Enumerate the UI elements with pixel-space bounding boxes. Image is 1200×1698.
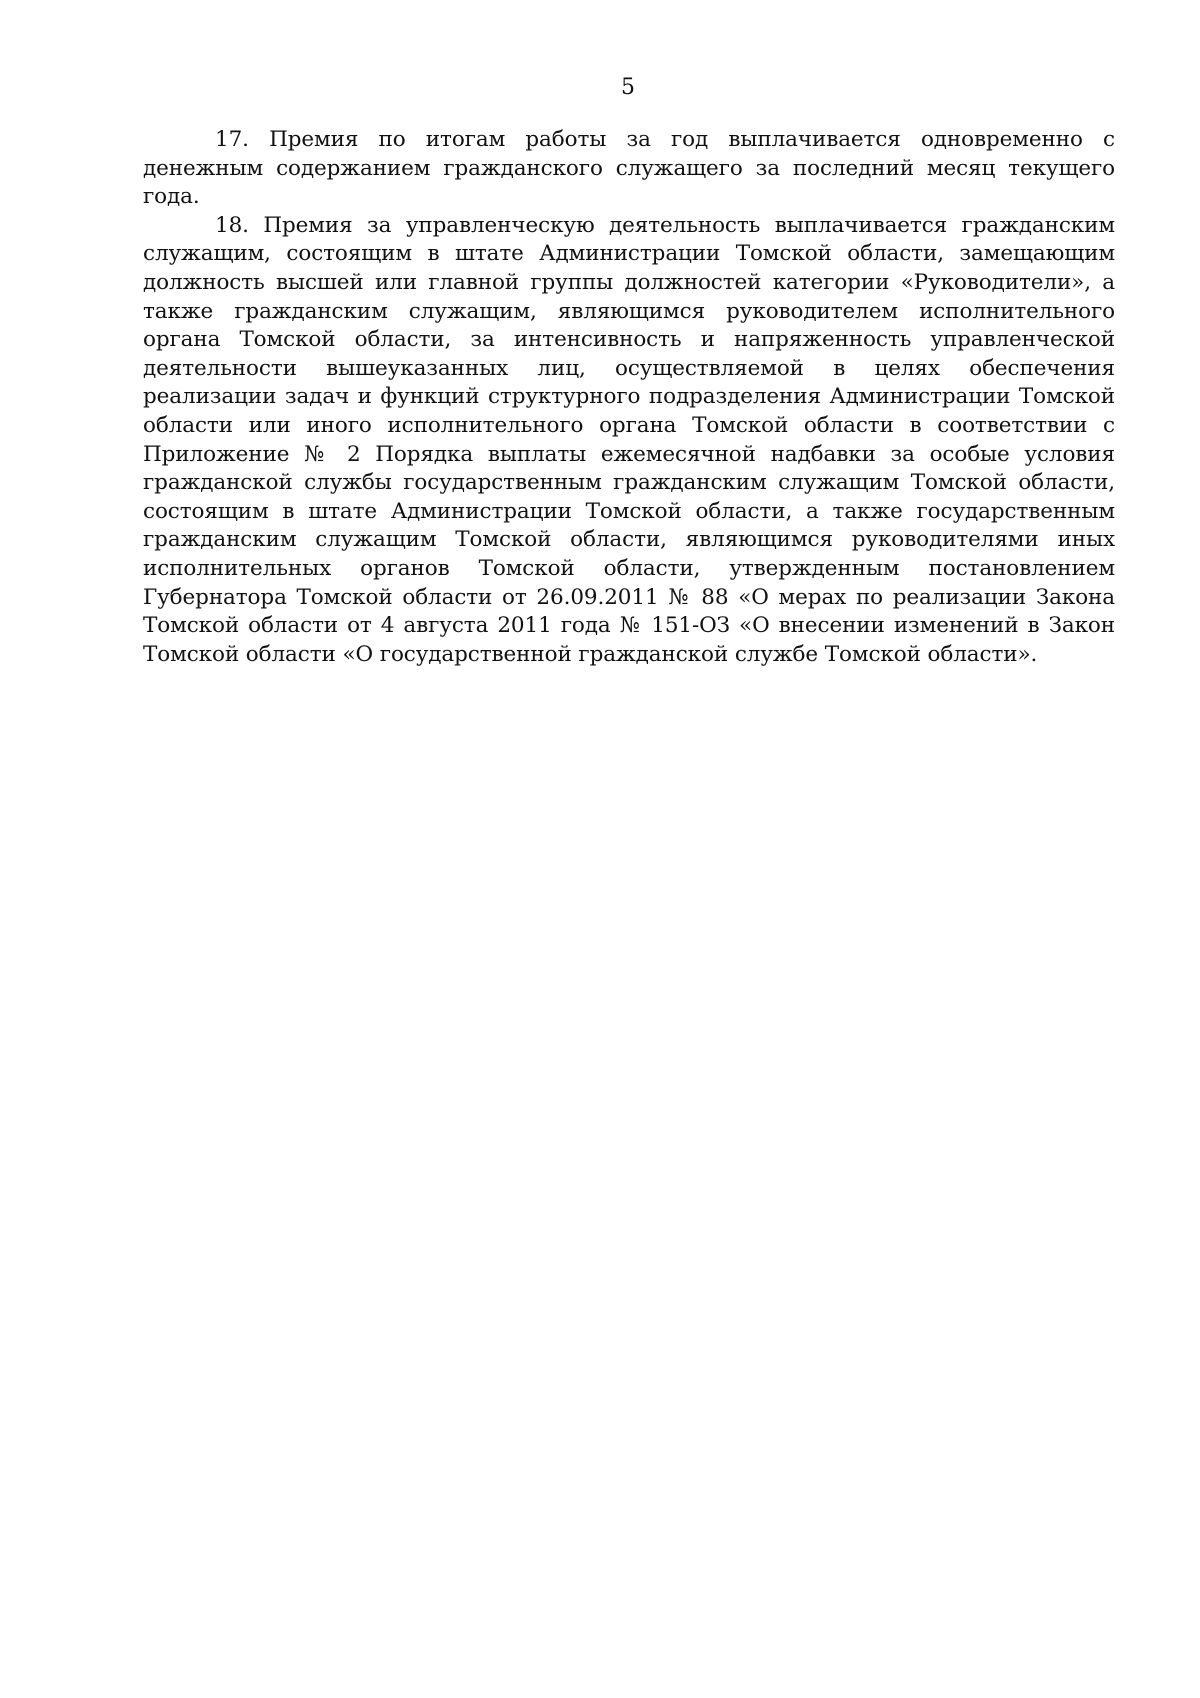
document-body (143, 126, 1115, 669)
page-number: 5 (621, 75, 635, 100)
paragraph-17: 17. Премия по итогам работы за год выплачивается одновременно с денежным содержанием гражданского служащего за последний месяц текущего года. (143, 127, 1115, 210)
paragraph-18: 18. Премия за управленческую деятельность выплачивается гражданским служащим, состоящим в штате Администрации Томской области, замещающим должность высшей или главной группы должностей категории «Руководители», а также гражданским служащим, являющимся руководителем исполнительного органа Томской области, за интенсивность и напряженность управленческой деятельности вышеуказанных лиц, осуществляемой в целях обеспечения реализации задач и функций структурного подразделения Администрации Томской области или иного исполнительного органа Томской области в соответствии с Приложение № 2 Порядка выплаты ежемесячной надбавки за особые условия гражданской службы государственным гражданским служащим Томской области, состоящим в штате Администрации Томской области, а также государственным гражданским служащим Томской области, являющимся руководителями иных исполнительных органов Томской области, утвержденным постановлением Губернатора Томской области от 26.09.2011 № 88 «О мерах по реализации Закона Томской области от 4 августа 2011 года № 151-ОЗ «О внесении изменений в Закон Томской области «О государственной гражданской службе Томской области». (143, 212, 1115, 667)
